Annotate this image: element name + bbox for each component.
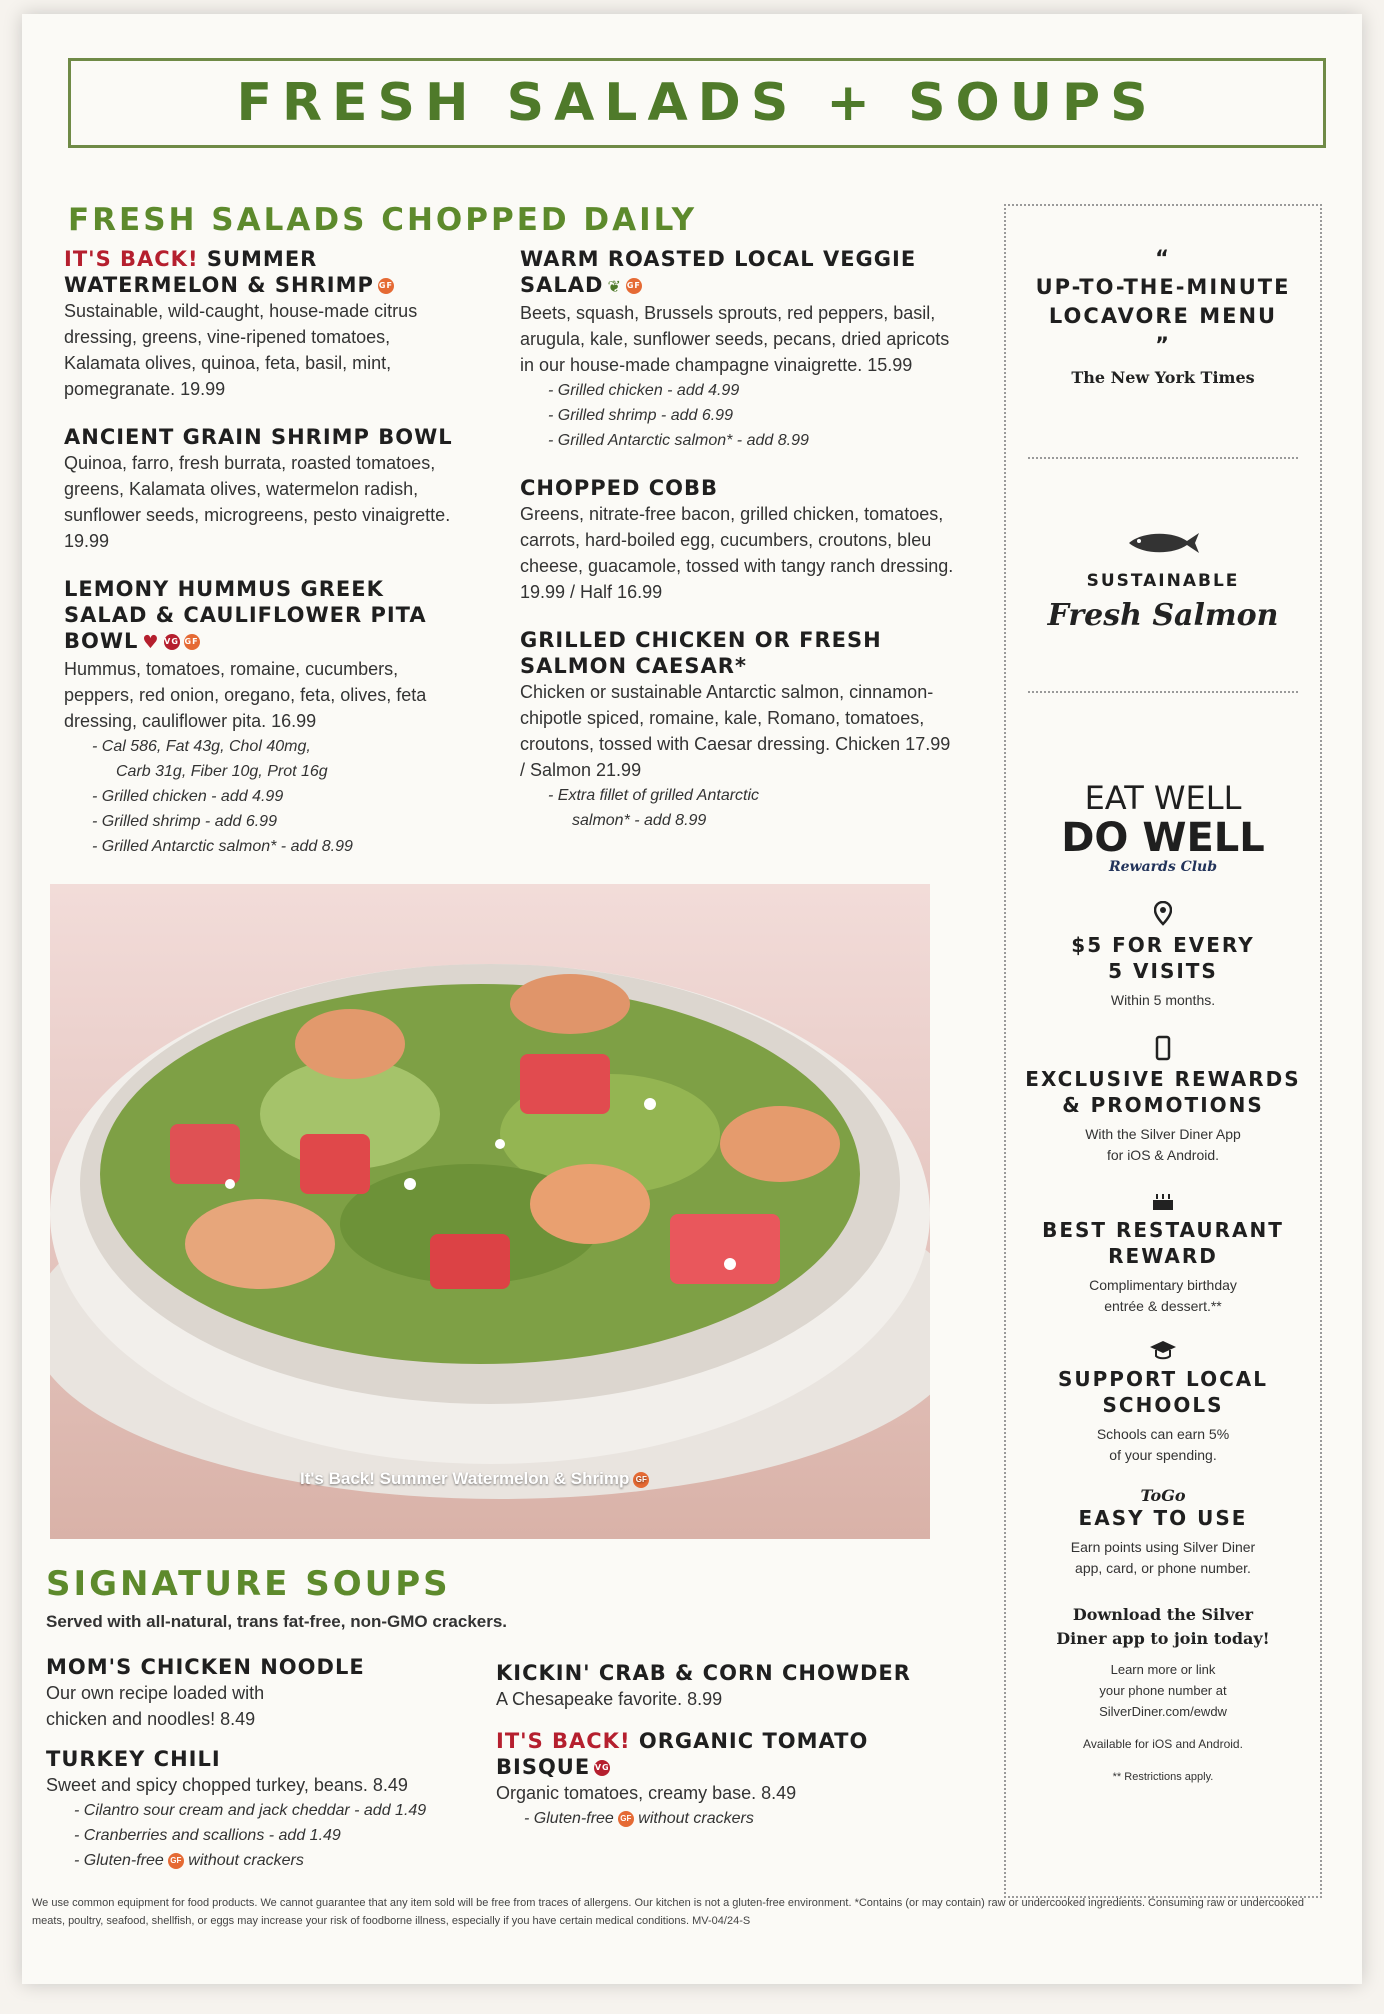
gluten-free-icon: GF <box>184 634 200 650</box>
gluten-free-icon: GF <box>168 1853 184 1869</box>
item-name: CHOPPED COBB <box>520 476 718 500</box>
item-description: Beets, squash, Brussels sprouts, red peppers, basil, arugula, kale, sunflower seeds, pecans, dried apricots in our house-made champagne vinaigrette. 15.99 <box>520 303 950 375</box>
fresh-salmon-script: Fresh Salmon <box>1047 598 1279 633</box>
item-name: ORGANIC TOMATO BISQUE <box>496 1729 869 1779</box>
heart-healthy-icon: ♥ <box>142 632 160 653</box>
sustainable-label: SUSTAINABLE <box>1086 571 1240 591</box>
do-well-heading: DO WELL <box>1061 815 1265 861</box>
vegetarian-icon: VG <box>164 634 180 650</box>
item-description: Quinoa, farro, fresh burrata, roasted tomatoes, greens, Kalamata olives, watermelon radish, sunflower seeds, microgreens, pesto vinaigrette. 19.99 <box>64 453 451 551</box>
menu-item-hummus-greek <box>64 576 464 859</box>
salads-section-title: FRESH SALADS CHOPPED DAILY <box>68 202 698 238</box>
rewards-sidebar <box>1004 204 1322 1898</box>
birthday-cake-icon <box>1006 1188 1320 1217</box>
learn-more-text: Learn more or link your phone number at SilverDiner.com/ewdw <box>1099 1662 1227 1719</box>
togo-icon: ToGo <box>1140 1486 1186 1505</box>
gluten-free-icon: GF <box>626 278 642 294</box>
item-name: KICKIN' CRAB & CORN CHOWDER <box>496 1661 911 1685</box>
gluten-free-note: - Gluten-free GF without crackers <box>524 1810 754 1827</box>
perk-title: SUPPORT LOCAL SCHOOLS <box>1057 1367 1268 1417</box>
fish-icon <box>1006 529 1320 562</box>
addon-option: - Grilled chicken - add 4.99 <box>92 788 284 805</box>
location-pin-icon <box>1006 901 1320 932</box>
item-description: Sustainable, wild-caught, house-made citrus dressing, greens, vine-ripened tomatoes, Kalamata olives, quinoa, feta, basil, mint, pomegranate. 19.99 <box>64 301 418 399</box>
its-back-tag: IT'S BACK! <box>64 247 199 271</box>
item-name: TURKEY CHILI <box>46 1747 221 1771</box>
download-heading: Download the Silver Diner app to join today! <box>1056 1605 1270 1648</box>
salad-bowl-illustration <box>50 884 930 1539</box>
item-name: MOM'S CHICKEN NOODLE <box>46 1655 365 1679</box>
menu-item-crab-chowder <box>496 1660 936 1712</box>
addon-option: - Grilled chicken - add 4.99 <box>548 382 740 399</box>
menu-item-tomato-bisque <box>496 1728 936 1831</box>
perk-text: With the Silver Diner App for iOS & Android. <box>1085 1126 1241 1163</box>
locavore-heading: “ UP-TO-THE-MINUTE LOCAVORE MENU ” <box>1035 246 1291 357</box>
menu-item-caesar <box>520 627 960 833</box>
rewards-url[interactable]: SilverDiner.com/ewdw <box>1099 1704 1227 1719</box>
gluten-free-icon: GF <box>378 278 394 294</box>
soups-section-title: SIGNATURE SOUPS <box>46 1564 451 1604</box>
download-block <box>1006 1603 1320 1788</box>
gluten-free-icon: GF <box>618 1811 634 1827</box>
page-title: FRESH SALADS + SOUPS <box>236 73 1158 133</box>
menu-page <box>22 14 1362 1984</box>
menu-item-roasted-veggie <box>520 246 960 453</box>
perk-visits <box>1006 901 1320 1011</box>
perk-title: EASY TO USE <box>1078 1506 1248 1530</box>
menu-item-ancient-grain <box>64 424 464 554</box>
item-name: WARM ROASTED LOCAL VEGGIE SALAD <box>520 247 917 297</box>
item-description: Organic tomatoes, creamy base. 8.49 <box>496 1783 797 1803</box>
item-description: A Chesapeake favorite. 8.99 <box>496 1689 723 1709</box>
item-description: Sweet and spicy chopped turkey, beans. 8.49 <box>46 1775 408 1795</box>
perk-text: Within 5 months. <box>1110 992 1216 1008</box>
perk-text: Schools can earn 5% of your spending. <box>1096 1426 1230 1463</box>
available-text: Available for iOS and Android. <box>1083 1737 1243 1751</box>
addon-option: - Grilled Antarctic salmon* - add 8.99 <box>548 432 809 449</box>
nyt-logo: The New York Times <box>1071 368 1255 387</box>
graduation-cap-icon <box>1006 1339 1320 1366</box>
soups-subtitle: Served with all-natural, trans fat-free, non-GMO crackers. <box>46 1612 508 1631</box>
perk-birthday <box>1006 1188 1320 1317</box>
salad-photo <box>50 884 930 1539</box>
item-description: Hummus, tomatoes, romaine, cucumbers, peppers, red onion, oregano, feta, olives, feta dressing, cauliflower pita. 16.99 <box>64 659 427 731</box>
menu-item-chicken-noodle <box>46 1654 466 1732</box>
soups-left-column <box>46 1654 466 1895</box>
gluten-free-note: - Gluten-free GF without crackers <box>74 1852 304 1869</box>
perk-title: BEST RESTAURANT REWARD <box>1042 1218 1284 1268</box>
item-description: Our own recipe loaded with chicken and noodles! 8.49 <box>46 1683 265 1729</box>
menu-item-chopped-cobb <box>520 475 960 605</box>
menu-item-turkey-chili <box>46 1746 466 1873</box>
item-description: Greens, nitrate-free bacon, grilled chicken, tomatoes, carrots, hard-boiled egg, cucumbers, croutons, bleu cheese, guacamole, tossed with tangy ranch dressing. 19.99 / Half 16.99 <box>520 504 954 602</box>
leaf-icon: ❦ <box>607 277 622 296</box>
item-description: Chicken or sustainable Antarctic salmon, cinnamon-chipotle spiced, romaine, kale, Romano, tomatoes, croutons, tossed with Caesar dressing. Chicken 17.99 / Salmon 21.99 <box>520 682 951 780</box>
allergen-disclaimer: We use common equipment for food products. We cannot guarantee that any item sold will be free from traces of allergens. Our kitchen is not a gluten-free environment. *Contains (or may contain) raw or undercooked ingredients. Consuming raw or undercooked meats, poultry, seafood, shellfish, or eggs may increase your risk of foodborne illness, especially if you have certain medical conditions. MV-04/24-S <box>32 1897 1304 1927</box>
locavore-block <box>1006 206 1320 387</box>
rewards-club-script: Rewards Club <box>1108 859 1217 875</box>
restrictions-text: ** Restrictions apply. <box>1112 1771 1214 1783</box>
item-name: ANCIENT GRAIN SHRIMP BOWL <box>64 425 453 449</box>
its-back-tag: IT'S BACK! <box>496 1729 631 1753</box>
phone-icon <box>1006 1035 1320 1066</box>
nutrition-info: - Cal 586, Fat 43g, Chol 40mg, <box>92 738 311 755</box>
addon-option: - Grilled Antarctic salmon* - add 8.99 <box>92 838 353 855</box>
salmon-block <box>1006 459 1320 633</box>
addon-option: - Cilantro sour cream and jack cheddar - add 1.49 <box>74 1802 427 1819</box>
soups-right-column <box>496 1660 936 1853</box>
perk-easy <box>1006 1486 1320 1579</box>
eat-well-heading: EAT WELL <box>1084 779 1242 817</box>
perk-text: Earn points using Silver Diner app, card, or phone number. <box>1070 1539 1256 1576</box>
salads-left-column <box>64 246 464 881</box>
nutrition-info-cont: Carb 31g, Fiber 10g, Prot 16g <box>116 763 328 780</box>
perk-schools <box>1006 1339 1320 1466</box>
perk-text: Complimentary birthday entrée & dessert.** <box>1089 1277 1237 1314</box>
item-name: LEMONY HUMMUS GREEK SALAD & CAULIFLOWER PITA BOWL <box>64 577 427 653</box>
vegetarian-icon: VG <box>594 1760 610 1776</box>
menu-title-box <box>68 58 1326 148</box>
menu-item-watermelon-shrimp <box>64 246 464 402</box>
photo-caption: It's Back! Summer Watermelon & Shrimp GF <box>300 1469 649 1489</box>
salads-middle-column <box>520 246 960 855</box>
perk-title: EXCLUSIVE REWARDS & PROMOTIONS <box>1025 1067 1301 1117</box>
addon-option: - Grilled shrimp - add 6.99 <box>548 407 733 424</box>
addon-option: - Extra fillet of grilled Antarctic <box>548 787 760 804</box>
item-name: GRILLED CHICKEN OR FRESH SALMON CAESAR* <box>520 628 882 678</box>
gluten-free-icon: GF <box>633 1472 649 1488</box>
perk-title: $5 FOR EVERY 5 VISITS <box>1071 933 1255 983</box>
rewards-block <box>1006 693 1320 875</box>
item-name: SUMMER WATERMELON & SHRIMP <box>64 247 374 297</box>
addon-option: - Cranberries and scallions - add 1.49 <box>74 1827 341 1844</box>
perk-rewards <box>1006 1035 1320 1166</box>
addon-option-cont: salmon* - add 8.99 <box>572 812 707 829</box>
addon-option: - Grilled shrimp - add 6.99 <box>92 813 277 830</box>
